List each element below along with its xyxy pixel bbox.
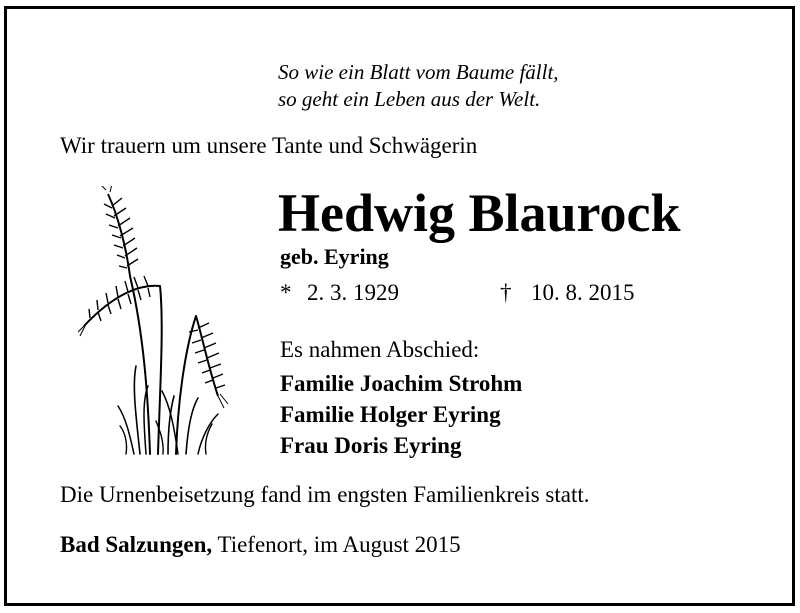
mourner-name: Frau Doris Eyring — [280, 433, 462, 458]
closing-text: Die Urnenbeisetzung fand im engsten Familienkreis statt. — [60, 482, 590, 507]
intro-text: Wir trauern um unsere Tante und Schwägerin — [60, 133, 478, 158]
wheat-ears-icon — [78, 186, 238, 458]
birth-date: 2. 3. 1929 — [307, 280, 399, 305]
quote-line-2: so geht ein Leben aus der Welt. — [278, 87, 541, 111]
birth-symbol: * — [280, 280, 292, 305]
place-date: Tiefenort, im August 2015 — [217, 532, 461, 557]
mourner-name: Familie Joachim Strohm — [280, 371, 523, 396]
mourner-name: Familie Holger Eyring — [280, 402, 501, 427]
death-symbol: † — [500, 280, 512, 305]
death-date: 10. 8. 2015 — [531, 280, 635, 305]
place-date-line — [60, 533, 461, 556]
maiden-name: geb. Eyring — [280, 244, 389, 269]
mourners-heading: Es nahmen Abschied: — [280, 337, 480, 362]
place-city: Bad Salzungen, — [60, 532, 213, 557]
deceased-name: Hedwig Blaurock — [278, 183, 681, 243]
quote-line-1: So wie ein Blatt vom Baume fällt, — [278, 60, 559, 84]
